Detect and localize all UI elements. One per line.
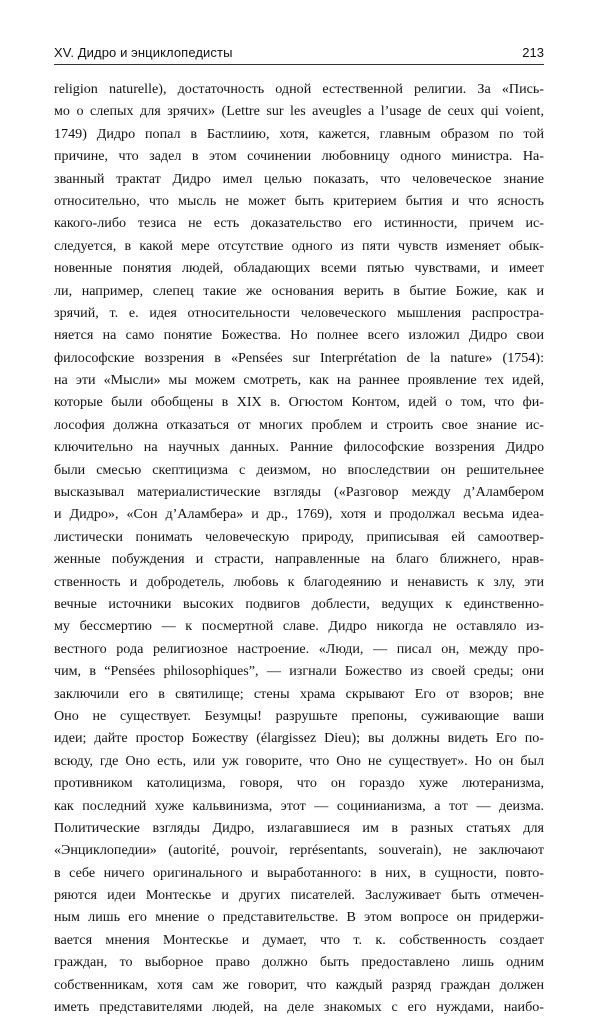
body-text bbox=[54, 78, 544, 1018]
text-line: вается мнения Монтескье и думает, что т. к. собственность создает bbox=[54, 931, 544, 948]
text-line: званный трактат Дидро имел целью показать, что человеческое знание bbox=[54, 170, 544, 187]
text-line: следуется, в какой мере отсутствие одного из пяти чувств изменяет обык- bbox=[54, 237, 544, 254]
text-line: заключили его в святилище; стены храма скрывают Его от взоров; вне bbox=[54, 685, 544, 702]
text-line: «Энциклопедии» (autorité, pouvoir, représentants, souverain), не заключают bbox=[54, 842, 544, 859]
text-line: мо о слепых для зрячих» (Lettre sur les aveugles a l’usage de ceux qui voient, bbox=[54, 103, 544, 120]
text-line: иметь представителями людей, на деле знакомых с его нуждами, наибо- bbox=[54, 999, 544, 1016]
page-number: 213 bbox=[522, 45, 544, 60]
text-line: вечные источники высоких подвигов доблести, ведущих к единственно- bbox=[54, 595, 544, 612]
text-line: противником католицизма, говоря, что он гораздо хуже лютеранизма, bbox=[54, 775, 544, 792]
text-line: ключительно на научных данных. Ранние философские воззрения Дидро bbox=[54, 439, 544, 456]
running-title: XV. Дидро и энциклопедисты bbox=[54, 45, 233, 60]
text-line: зрячий, т. е. идея относительности человеческого мышления распростра- bbox=[54, 304, 544, 321]
text-line: граждан, то выборное право должно быть предоставлено лишь одним bbox=[54, 954, 544, 971]
text-line: идеи; дайте простор Божеству (élargissez Dieu); вы должны видеть Его по- bbox=[54, 730, 544, 747]
text-line: причине, что задел в этом сочинении любовницу одного министра. На- bbox=[54, 148, 544, 165]
text-line: и Дидро», «Сон д’Аламбера» и др., 1769), хотя и продолжал весьма идеа- bbox=[54, 506, 544, 523]
text-line: няется на само понятие Божества. Но полнее всего изложил Дидро свои bbox=[54, 327, 544, 344]
text-line: ственность и добродетель, любовь к благодеянию и ненависть к злу, эти bbox=[54, 573, 544, 590]
page-header bbox=[54, 42, 544, 65]
text-line: относительно, что мысль не может быть критерием бытия и что ясность bbox=[54, 192, 544, 209]
text-line: были смесью скептицизма с деизмом, но впоследствии он решительнее bbox=[54, 461, 544, 478]
text-line: новенные понятия людей, обладающих всеми пятью чувствами, и имеет bbox=[54, 260, 544, 277]
text-line: которые были обобщены в XIX в. Огюстом Контом, идей о том, что фи- bbox=[54, 394, 544, 411]
text-line: лософия должна отказаться от многих проблем и строить свое знание ис- bbox=[54, 416, 544, 433]
text-line: 1749) Дидро попал в Бастлиию, хотя, кажется, главным образом по той bbox=[54, 125, 544, 142]
text-line: religion naturelle), достаточность одной естественной религии. За «Пись- bbox=[54, 81, 544, 97]
text-line: вестного рода религиозное настроение. «Люди, — писал он, между про- bbox=[54, 640, 544, 657]
text-line: листически понимать человеческую природу, приписывая ей самоотвер- bbox=[54, 528, 544, 545]
text-line: на эти «Мысли» мы можем смотреть, как на раннее проявление тех идей, bbox=[54, 372, 544, 389]
text-line: ряются идеи Монтескье и других писателей. Заслуживает быть отмечен- bbox=[54, 887, 544, 904]
text-line: Оно не существует. Безумцы! разрушьте препоны, суживающие ваши bbox=[54, 707, 544, 724]
text-line: как последний хуже кальвинизма, этот — социнианизма, а тот — деизма. bbox=[54, 797, 544, 814]
text-line: какого-либо тезиса не есть доказательство его истинности, причем ис- bbox=[54, 215, 544, 232]
text-line: му бессмертию — к посмертной славе. Дидро никогда не оставляло из- bbox=[54, 618, 544, 635]
text-line: высказывал материалистические взгляды («Разговор между д’Аламбером bbox=[54, 484, 544, 501]
text-line: философские воззрения в «Pensées sur Interprétation de la nature» (1754): bbox=[54, 349, 544, 366]
text-line: ли, например, слепец такие же основания верить в бытие Божие, как и bbox=[54, 282, 544, 299]
text-line: всюду, где Оно есть, или уж говорите, что Оно не существует». Но он был bbox=[54, 752, 544, 769]
text-line: чим, в “Pensées philosophiques”, — изгнали Божество из своей среды; они bbox=[54, 663, 544, 680]
text-line: женные побуждения и страсти, направленные на благо ближнего, нрав- bbox=[54, 551, 544, 568]
text-line: ным лишь его мнение о представительстве. В этом вопросе он придержи- bbox=[54, 909, 544, 926]
text-line: собственникам, хотя сам же говорит, что каждый разряд граждан должен bbox=[54, 976, 544, 993]
text-line: в себе ничего оригинального и выработанного: в них, в сущности, повто- bbox=[54, 864, 544, 881]
text-line: Политические взгляды Дидро, излагавшиеся им в разных статьях для bbox=[54, 819, 544, 836]
